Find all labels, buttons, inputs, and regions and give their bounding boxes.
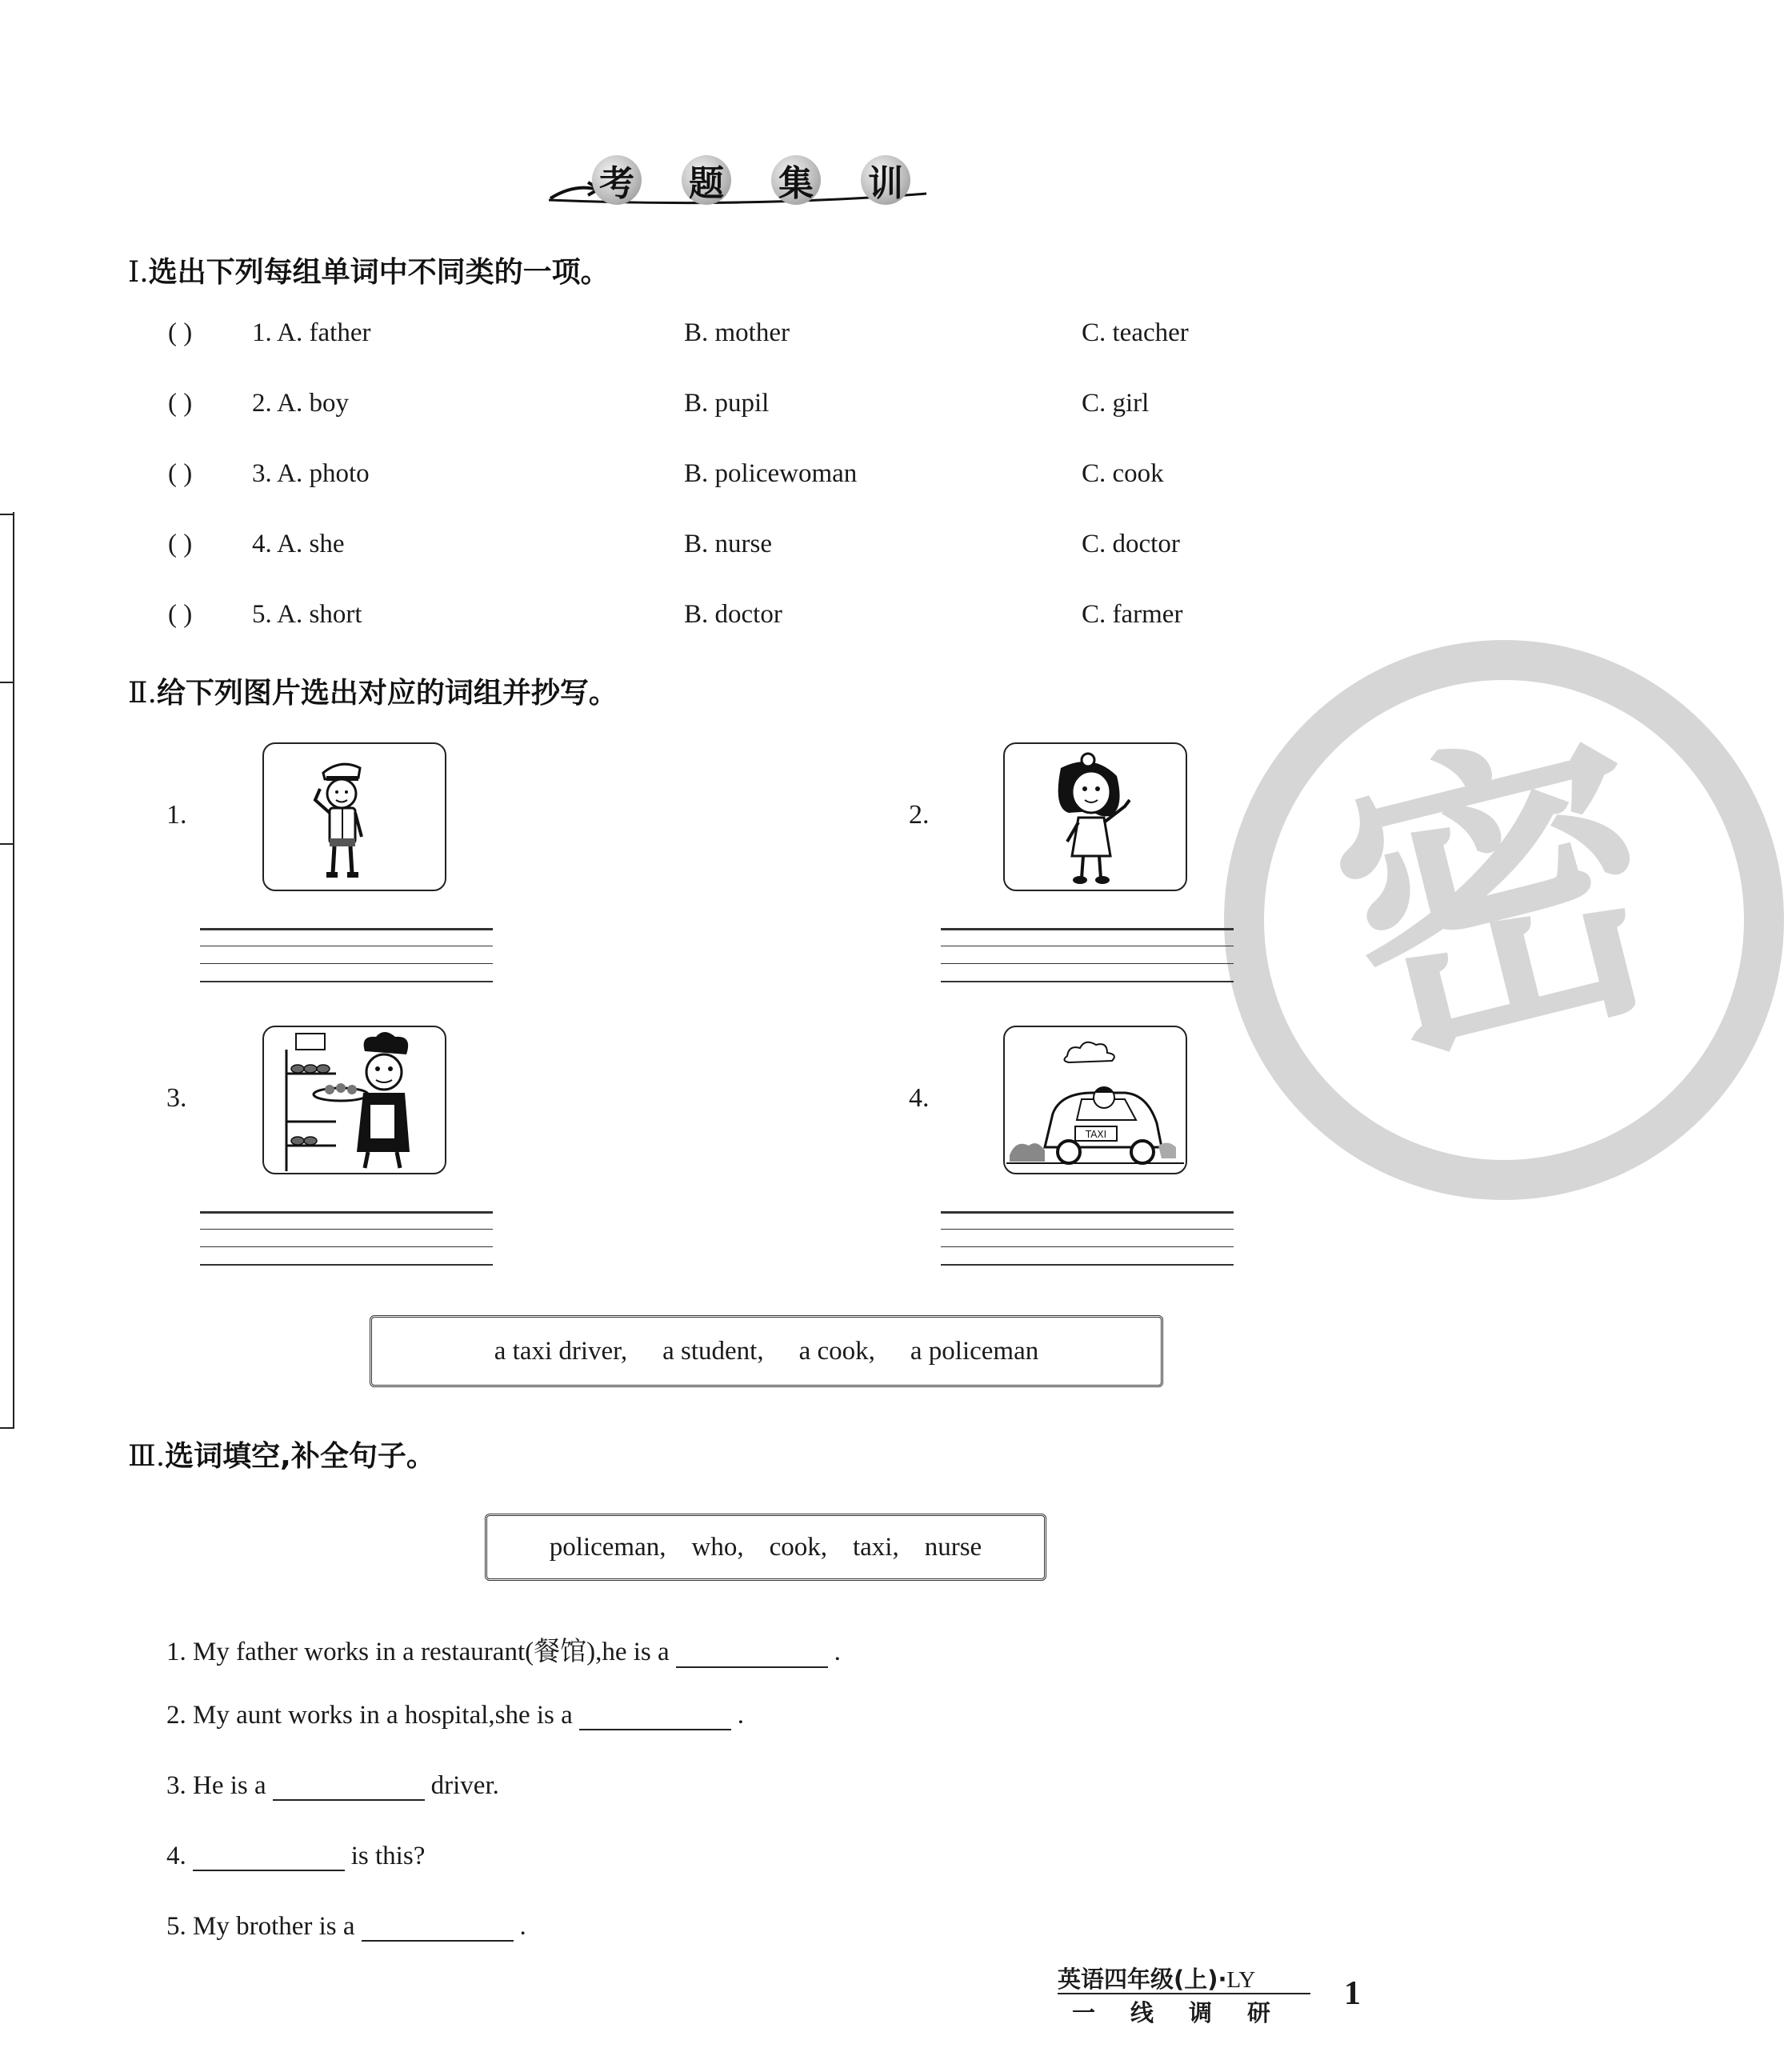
- picture-taxi-driver: [1003, 1026, 1187, 1174]
- word-bank-item: a student,: [662, 1336, 764, 1366]
- option-a: 2. A. boy: [252, 389, 350, 418]
- footer-subject-text: 英语四年级(上)·: [1058, 1966, 1227, 1993]
- fill-sentence: [166, 1912, 526, 1949]
- option-b: B. doctor: [684, 600, 782, 629]
- sentence-text: 4.: [166, 1842, 186, 1870]
- picture-number: 2.: [909, 800, 930, 830]
- part2-word-bank: [370, 1315, 1163, 1387]
- banner-char: 考: [592, 155, 642, 205]
- sentence-text: .: [737, 1701, 745, 1730]
- taxi-illustration: [1005, 1027, 1186, 1173]
- part2-title: 给下列图片选出对应的词组并抄写。: [156, 677, 618, 710]
- answer-blank[interactable]: [676, 1642, 828, 1668]
- picture-number: 1.: [166, 800, 187, 830]
- part2-numeral: Ⅱ.: [128, 677, 157, 710]
- fill-sentence: [166, 1771, 499, 1808]
- option-a: 5. A. short: [252, 600, 362, 629]
- answer-paren[interactable]: ( ): [168, 530, 193, 558]
- word-bank-item: a cook,: [798, 1336, 875, 1366]
- option-b: B. policewoman: [684, 459, 858, 488]
- answer-blank[interactable]: [362, 1916, 514, 1942]
- policeman-illustration: [264, 744, 445, 890]
- sentence-text: driver.: [430, 1771, 499, 1800]
- banner-char: 训: [861, 155, 910, 205]
- sentence-text: .: [519, 1912, 526, 1941]
- part1-numeral: Ⅰ.: [128, 256, 149, 289]
- page-number: 1: [1344, 1975, 1361, 2012]
- question-row: [168, 389, 1288, 426]
- question-row: [168, 459, 1288, 496]
- fill-sentence: [166, 1630, 841, 1667]
- option-a: 4. A. she: [252, 530, 345, 558]
- part3-title: 选词填空,补全句子。: [165, 1440, 435, 1473]
- sentence-text: 2. My aunt works in a hospital,she is a: [166, 1701, 573, 1730]
- part3-numeral: Ⅲ.: [128, 1440, 166, 1473]
- picture-cook: [262, 1026, 446, 1174]
- word-bank-item: policeman,: [549, 1532, 666, 1562]
- option-c: C. teacher: [1082, 318, 1189, 347]
- sentence-text: 5. My brother is a: [166, 1912, 355, 1941]
- word-bank-item: nurse: [924, 1532, 982, 1562]
- question-row: [168, 318, 1288, 355]
- picture-number: 4.: [909, 1083, 930, 1113]
- option-b: B. mother: [684, 318, 790, 347]
- part3-heading: [128, 1434, 435, 1474]
- part1-title: 选出下列每组单词中不同类的一项。: [148, 256, 610, 289]
- option-c: C. cook: [1082, 459, 1164, 488]
- part1-heading: [128, 250, 610, 290]
- watermark-seal: [1216, 632, 1792, 1208]
- picture-policeman: [262, 742, 446, 891]
- option-b: B. pupil: [684, 389, 770, 418]
- section-banner: [544, 150, 936, 214]
- option-c: C. doctor: [1082, 530, 1180, 558]
- answer-paren[interactable]: ( ): [168, 318, 193, 347]
- watermark-char: 密: [1303, 686, 1695, 1115]
- banner-char: 集: [771, 155, 821, 205]
- option-b: B. nurse: [684, 530, 772, 558]
- word-bank-item: taxi,: [852, 1532, 899, 1562]
- question-row: [168, 600, 1288, 637]
- footer-edition: LY: [1226, 1967, 1256, 1993]
- answer-paren[interactable]: ( ): [168, 389, 193, 418]
- writing-lines[interactable]: [941, 1211, 1234, 1269]
- sentence-text: is this?: [350, 1842, 426, 1870]
- writing-lines[interactable]: [941, 928, 1234, 986]
- sentence-text: .: [834, 1638, 841, 1666]
- answer-blank[interactable]: [193, 1846, 345, 1871]
- fill-sentence: [166, 1701, 744, 1738]
- taxi-sign: TAXI: [1085, 1129, 1107, 1140]
- option-a: 1. A. father: [252, 318, 371, 347]
- picture-student: [1003, 742, 1187, 891]
- binding-line: [13, 512, 14, 1429]
- word-bank-item: a policeman: [910, 1336, 1039, 1366]
- part2-heading: [128, 670, 618, 711]
- part3-word-bank: [485, 1514, 1046, 1581]
- option-c: C. farmer: [1082, 600, 1183, 629]
- picture-number: 3.: [166, 1083, 187, 1113]
- answer-paren[interactable]: ( ): [168, 600, 193, 629]
- footer-divider: [1058, 1993, 1310, 1994]
- sentence-text: 1. My father works in a restaurant(餐馆),he is a: [166, 1638, 670, 1666]
- word-bank-item: a taxi driver,: [494, 1336, 628, 1366]
- answer-blank[interactable]: [273, 1775, 425, 1801]
- footer-series: 一线调研: [1072, 1999, 1306, 2026]
- writing-lines[interactable]: [200, 928, 493, 986]
- banner-char: 题: [682, 155, 731, 205]
- answer-paren[interactable]: ( ): [168, 459, 193, 488]
- writing-lines[interactable]: [200, 1211, 493, 1269]
- option-c: C. girl: [1082, 389, 1150, 418]
- answer-blank[interactable]: [579, 1705, 731, 1730]
- footer-subject: [1058, 1962, 1255, 1994]
- word-bank-item: who,: [691, 1532, 744, 1562]
- sentence-text: 3. He is a: [166, 1771, 266, 1800]
- fill-sentence: [166, 1842, 425, 1878]
- question-row: [168, 530, 1288, 566]
- student-illustration: [1005, 744, 1186, 890]
- option-a: 3. A. photo: [252, 459, 370, 488]
- cook-illustration: [264, 1027, 445, 1173]
- word-bank-item: cook,: [769, 1532, 827, 1562]
